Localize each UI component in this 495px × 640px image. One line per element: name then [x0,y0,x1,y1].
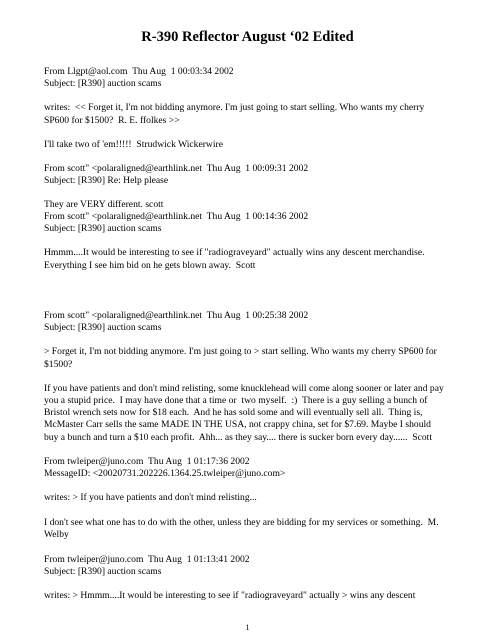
message-block [44,310,464,444]
message-body-line: Bristol wrench sets now for $18 each. And he has sold some and will eventually sell all. Thing is, [44,407,423,419]
message-subject-line: Subject: [R390] auction scams [44,322,162,334]
message-body-line: I don't see what one has to do with the other, unless they are bidding for my services or something. M. [44,516,439,528]
message-subject-line: MessageID: <20020731.202226.1364.25.twleiper@juno.com> [44,468,286,480]
message-block [44,211,464,272]
message-body-line: Everything I see him bid on he gets blown away. Scott [44,259,256,271]
message-body-line: SP600 for $1500? R. E. ffolkes >> [44,114,180,126]
paragraph-gap [44,480,464,492]
message-subject-line: Subject: [R390] auction scams [44,223,162,235]
paragraph-gap [44,578,464,590]
message-from-line: From scott" <polaraligned@earthlink.net Thu Aug 1 00:25:38 2002 [44,310,309,321]
document-title: R-390 Reflector August ‘02 Edited [141,29,354,45]
message-body-line: They are VERY different. scott [44,199,164,211]
paragraph-gap [44,127,464,139]
message-from-line: From scott" <polaraligned@earthlink.net Thu Aug 1 00:14:36 2002 [44,211,309,222]
message-body-line: $1500? [44,358,73,370]
message-body-line: Welby [44,528,69,540]
paragraph-gap [44,505,464,517]
message-body-line: you a stupid price. I may have done that a time or two myself. :) There is a guy selling a bunch of [44,395,428,407]
message-subject-line: Subject: [R390] auction scams [44,78,162,90]
message-from-line: From twleiper@juno.com Thu Aug 1 01:17:36 2002 [44,456,250,467]
message-from-line: From Llgpt@aol.com Thu Aug 1 00:03:34 2002 [44,66,234,77]
message-body-line: writes: > Hmmm....It would be interesting to see if "radiograveyard" actually > wins any descent [44,590,416,602]
message-block [44,456,464,541]
message-block [44,66,464,151]
message-body-line: McMaster Carr sells the same MADE IN THE USA, not crappy china, set for $7.69. Maybe I should [44,419,431,431]
paragraph-gap [44,90,464,102]
message-body-line: Hmmm....It would be interesting to see if "radiograveyard" actually wins any descent merchandise. [44,247,425,259]
page-number: 1 [245,623,250,632]
message-from-line: From scott" <polaraligned@earthlink.net Thu Aug 1 00:09:31 2002 [44,163,309,174]
paragraph-gap [44,187,464,199]
message-body-line: If you have patients and don't mind relisting, some knucklehead will come along sooner or later and pay [44,382,444,394]
paragraph-gap [44,235,464,247]
message-subject-line: Subject: [R390] auction scams [44,566,162,578]
message-from-line: From twleiper@juno.com Thu Aug 1 01:13:41 2002 [44,554,250,565]
message-subject-line: Subject: [R390] Re: Help please [44,175,169,187]
message-block [44,554,464,603]
paragraph-gap [44,371,464,383]
message-body-line: writes: > If you have patients and don't mind relisting... [44,492,257,504]
message-body-line: > Forget it, I'm not bidding anymore. I'm just going to > start selling. Who wants my cherry SP600 for [44,346,437,358]
message-body-line: writes: << Forget it, I'm not bidding anymore. I'm just going to start selling. Who wants my cherry [44,102,425,114]
paragraph-gap [44,334,464,346]
message-body-line: buy a bunch and turn a $10 each profit. Ahh... as they say.... there is sucker born every day...... Scott [44,431,432,443]
message-block [44,163,464,212]
message-body-line: I'll take two of 'em!!!!! Strudwick Wickerwire [44,138,223,150]
